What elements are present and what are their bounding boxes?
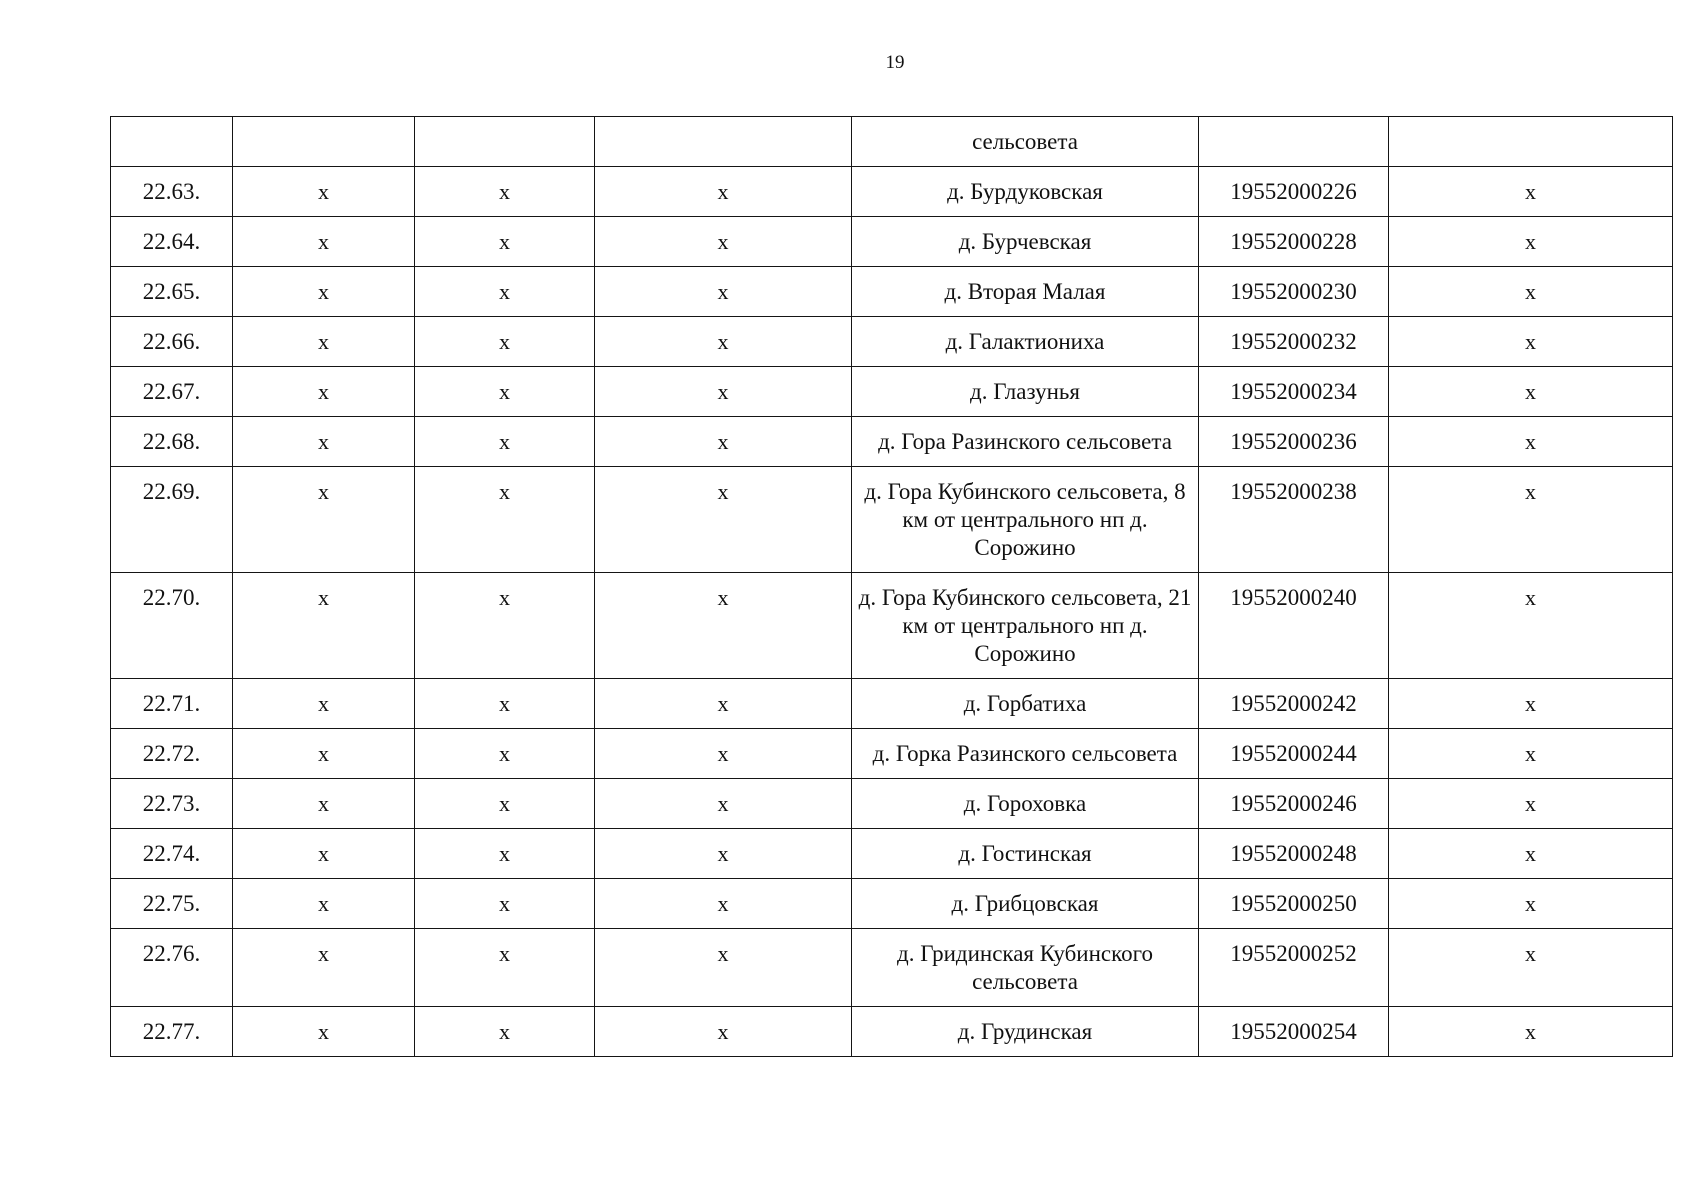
column-3-cell: х [415,929,595,1007]
settlement-name-cell: д. Гора Разинского сельсовета [852,417,1199,467]
table-row [111,829,1673,879]
table-row [111,167,1673,217]
column-3-cell: х [415,1007,595,1057]
column-4-cell: х [595,417,852,467]
column-7-cell: х [1389,729,1673,779]
column-4-cell: х [595,879,852,929]
column-7-cell: х [1389,929,1673,1007]
row-number-cell: 22.74. [111,829,233,879]
settlement-name-cell: д. Горка Разинского сельсовета [852,729,1199,779]
column-4-cell: х [595,267,852,317]
column-2-cell: х [233,573,415,679]
column-2-cell: х [233,167,415,217]
column-2-cell: х [233,217,415,267]
settlement-name-cell: д. Гостинская [852,829,1199,879]
table-row [111,729,1673,779]
column-3-cell: х [415,367,595,417]
row-number-cell: 22.69. [111,467,233,573]
column-4-cell [595,117,852,167]
table-row [111,1007,1673,1057]
column-7-cell: х [1389,367,1673,417]
table-row [111,317,1673,367]
column-7-cell: х [1389,573,1673,679]
settlement-name-cell: д. Гороховка [852,779,1199,829]
oktmo-code-cell: 19552000234 [1199,367,1389,417]
column-2-cell: х [233,729,415,779]
column-2-cell: х [233,417,415,467]
settlement-name-cell: д. Бурчевская [852,217,1199,267]
column-2-cell: х [233,879,415,929]
column-3-cell: х [415,267,595,317]
column-7-cell: х [1389,467,1673,573]
column-3-cell: х [415,467,595,573]
row-number-cell: 22.72. [111,729,233,779]
row-number-cell: 22.68. [111,417,233,467]
column-3-cell: х [415,167,595,217]
settlement-name-cell: д. Гора Кубинского сельсовета, 21 км от центрального нп д. Сорожино [852,573,1199,679]
oktmo-code-cell: 19552000240 [1199,573,1389,679]
settlement-name-cell: сельсовета [852,117,1199,167]
settlement-table [110,116,1673,1057]
column-4-cell: х [595,167,852,217]
oktmo-code-cell: 19552000252 [1199,929,1389,1007]
column-2-cell: х [233,317,415,367]
oktmo-code-cell: 19552000248 [1199,829,1389,879]
table-row [111,879,1673,929]
column-4-cell: х [595,679,852,729]
table-row [111,117,1673,167]
oktmo-code-cell: 19552000228 [1199,217,1389,267]
column-4-cell: х [595,367,852,417]
column-7-cell: х [1389,217,1673,267]
column-4-cell: х [595,1007,852,1057]
row-number-cell [111,117,233,167]
row-number-cell: 22.71. [111,679,233,729]
table-row [111,267,1673,317]
settlement-name-cell: д. Горбатиха [852,679,1199,729]
column-2-cell: х [233,267,415,317]
column-7-cell: х [1389,1007,1673,1057]
oktmo-code-cell: 19552000232 [1199,317,1389,367]
settlement-name-cell: д. Бурдуковская [852,167,1199,217]
settlement-name-cell: д. Глазунья [852,367,1199,417]
settlement-name-cell: д. Грибцовская [852,879,1199,929]
column-2-cell: х [233,467,415,573]
column-3-cell: х [415,879,595,929]
column-2-cell: х [233,829,415,879]
column-2-cell: х [233,929,415,1007]
column-3-cell: х [415,417,595,467]
settlement-name-cell: д. Грудинская [852,1007,1199,1057]
column-3-cell: х [415,779,595,829]
column-7-cell: х [1389,829,1673,879]
oktmo-code-cell: 19552000230 [1199,267,1389,317]
column-7-cell: х [1389,167,1673,217]
column-4-cell: х [595,779,852,829]
table-row [111,779,1673,829]
oktmo-code-cell: 19552000242 [1199,679,1389,729]
table-row [111,217,1673,267]
column-4-cell: х [595,729,852,779]
settlement-name-cell: д. Гора Кубинского сельсовета, 8 км от центрального нп д. Сорожино [852,467,1199,573]
row-number-cell: 22.77. [111,1007,233,1057]
table-row [111,467,1673,573]
column-3-cell: х [415,679,595,729]
table-row [111,679,1673,729]
page-number: 19 [885,52,905,73]
column-4-cell: х [595,829,852,879]
column-7-cell: х [1389,417,1673,467]
column-7-cell: х [1389,679,1673,729]
settlement-name-cell: д. Вторая Малая [852,267,1199,317]
table-row [111,929,1673,1007]
column-2-cell: х [233,1007,415,1057]
row-number-cell: 22.64. [111,217,233,267]
table-row [111,417,1673,467]
column-7-cell [1389,117,1673,167]
column-3-cell: х [415,217,595,267]
column-3-cell [415,117,595,167]
table-row [111,367,1673,417]
settlement-name-cell: д. Галактиониха [852,317,1199,367]
oktmo-code-cell [1199,117,1389,167]
row-number-cell: 22.75. [111,879,233,929]
oktmo-code-cell: 19552000250 [1199,879,1389,929]
column-2-cell: х [233,679,415,729]
oktmo-code-cell: 19552000226 [1199,167,1389,217]
oktmo-code-cell: 19552000246 [1199,779,1389,829]
column-3-cell: х [415,317,595,367]
column-2-cell [233,117,415,167]
column-3-cell: х [415,573,595,679]
row-number-cell: 22.66. [111,317,233,367]
row-number-cell: 22.73. [111,779,233,829]
row-number-cell: 22.76. [111,929,233,1007]
row-number-cell: 22.70. [111,573,233,679]
column-3-cell: х [415,729,595,779]
row-number-cell: 22.63. [111,167,233,217]
column-2-cell: х [233,367,415,417]
column-4-cell: х [595,573,852,679]
table-row [111,573,1673,679]
column-4-cell: х [595,217,852,267]
column-4-cell: х [595,929,852,1007]
oktmo-code-cell: 19552000254 [1199,1007,1389,1057]
column-2-cell: х [233,779,415,829]
oktmo-code-cell: 19552000238 [1199,467,1389,573]
column-7-cell: х [1389,317,1673,367]
column-3-cell: х [415,829,595,879]
column-7-cell: х [1389,267,1673,317]
settlement-name-cell: д. Гридинская Кубинского сельсовета [852,929,1199,1007]
row-number-cell: 22.67. [111,367,233,417]
column-4-cell: х [595,317,852,367]
row-number-cell: 22.65. [111,267,233,317]
column-7-cell: х [1389,879,1673,929]
column-4-cell: х [595,467,852,573]
column-7-cell: х [1389,779,1673,829]
oktmo-code-cell: 19552000236 [1199,417,1389,467]
oktmo-code-cell: 19552000244 [1199,729,1389,779]
